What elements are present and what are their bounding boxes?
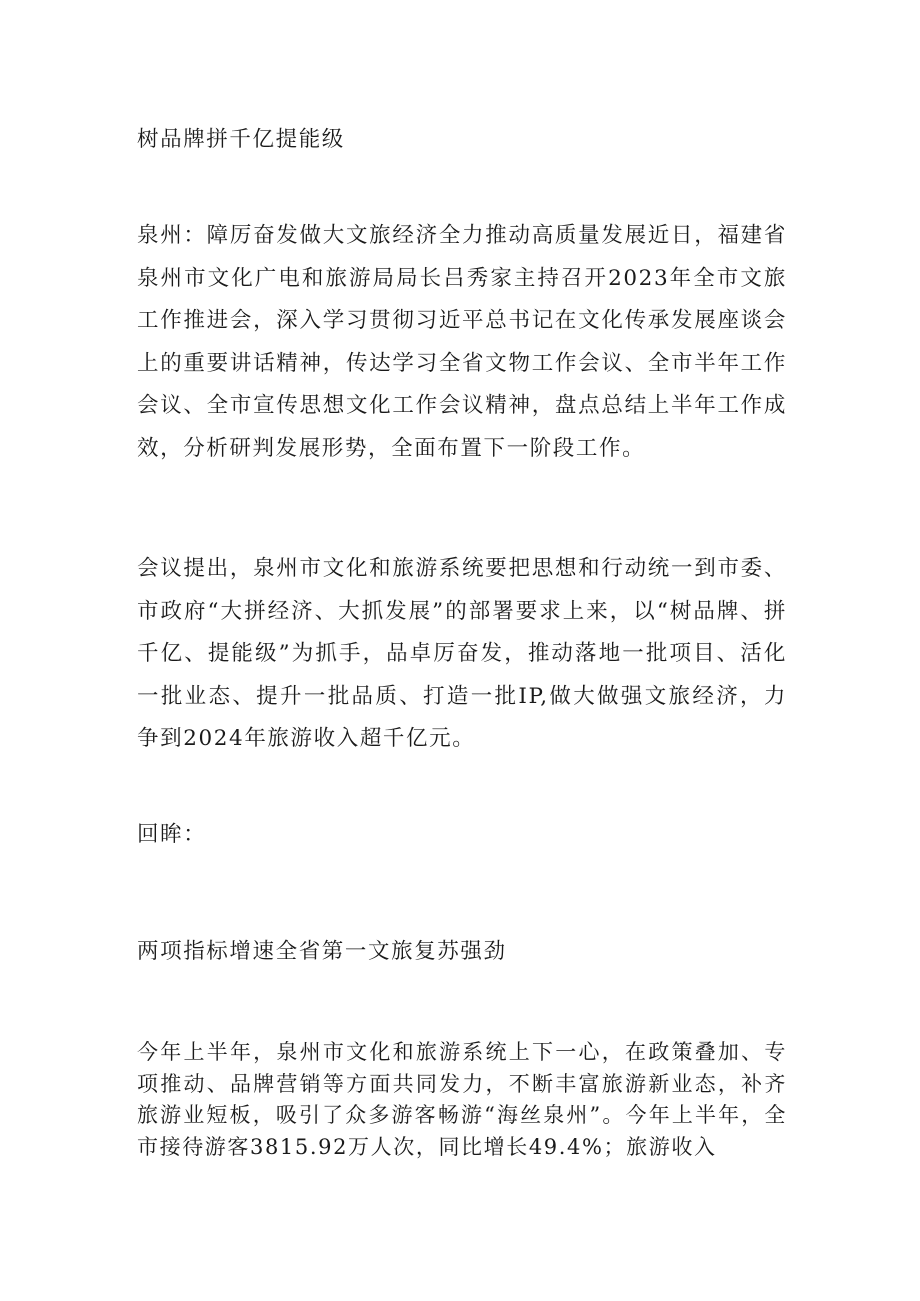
section-heading-brand: 树品牌拼千亿提能级 xyxy=(137,127,345,152)
paragraph-meeting: 会议提出，泉州市文化和旅游系统要把思想和行动统一到市委、市政府“大拼经济、大抓发展”的部署要求上来，以“树品牌、拼千亿、提能级”为抓手，品卓厉奋发，推动落地一批项目、活化一批业态、提升一批品质、打造一批IP,做大做强文旅经济，力争到2024年旅游收入超千亿元。 xyxy=(137,556,787,751)
paragraph-first-half: 今年上半年，泉州市文化和旅游系统上下一心，在政策叠加、专项推动、品牌营销等方面共同发力，不断丰富旅游新业态，补齐旅游业短板，吸引了众多游客畅游“海丝泉州”。今年上半年，全市接待游客3815.92万人次，同比增长49.4%；旅游收入 xyxy=(137,1040,787,1159)
section-heading-review: 回眸： xyxy=(137,822,207,847)
paragraph-intro: 泉州：障厉奋发做大文旅经济全力推动高质量发展近日，福建省泉州市文化广电和旅游局局长吕秀家主持召开2023年全市文旅工作推进会，深入学习贯彻习近平总书记在文化传承发展座谈会上的重要讲话精神，传达学习全省文物工作会议、全市半年工作会议、全市宣传思想文化工作会议精神，盘点总结上半年工作成效，分析研判发展形势，全面布置下一阶段工作。 xyxy=(137,223,787,461)
section-heading-indicators: 两项指标增速全省第一文旅复苏强劲 xyxy=(137,939,507,964)
